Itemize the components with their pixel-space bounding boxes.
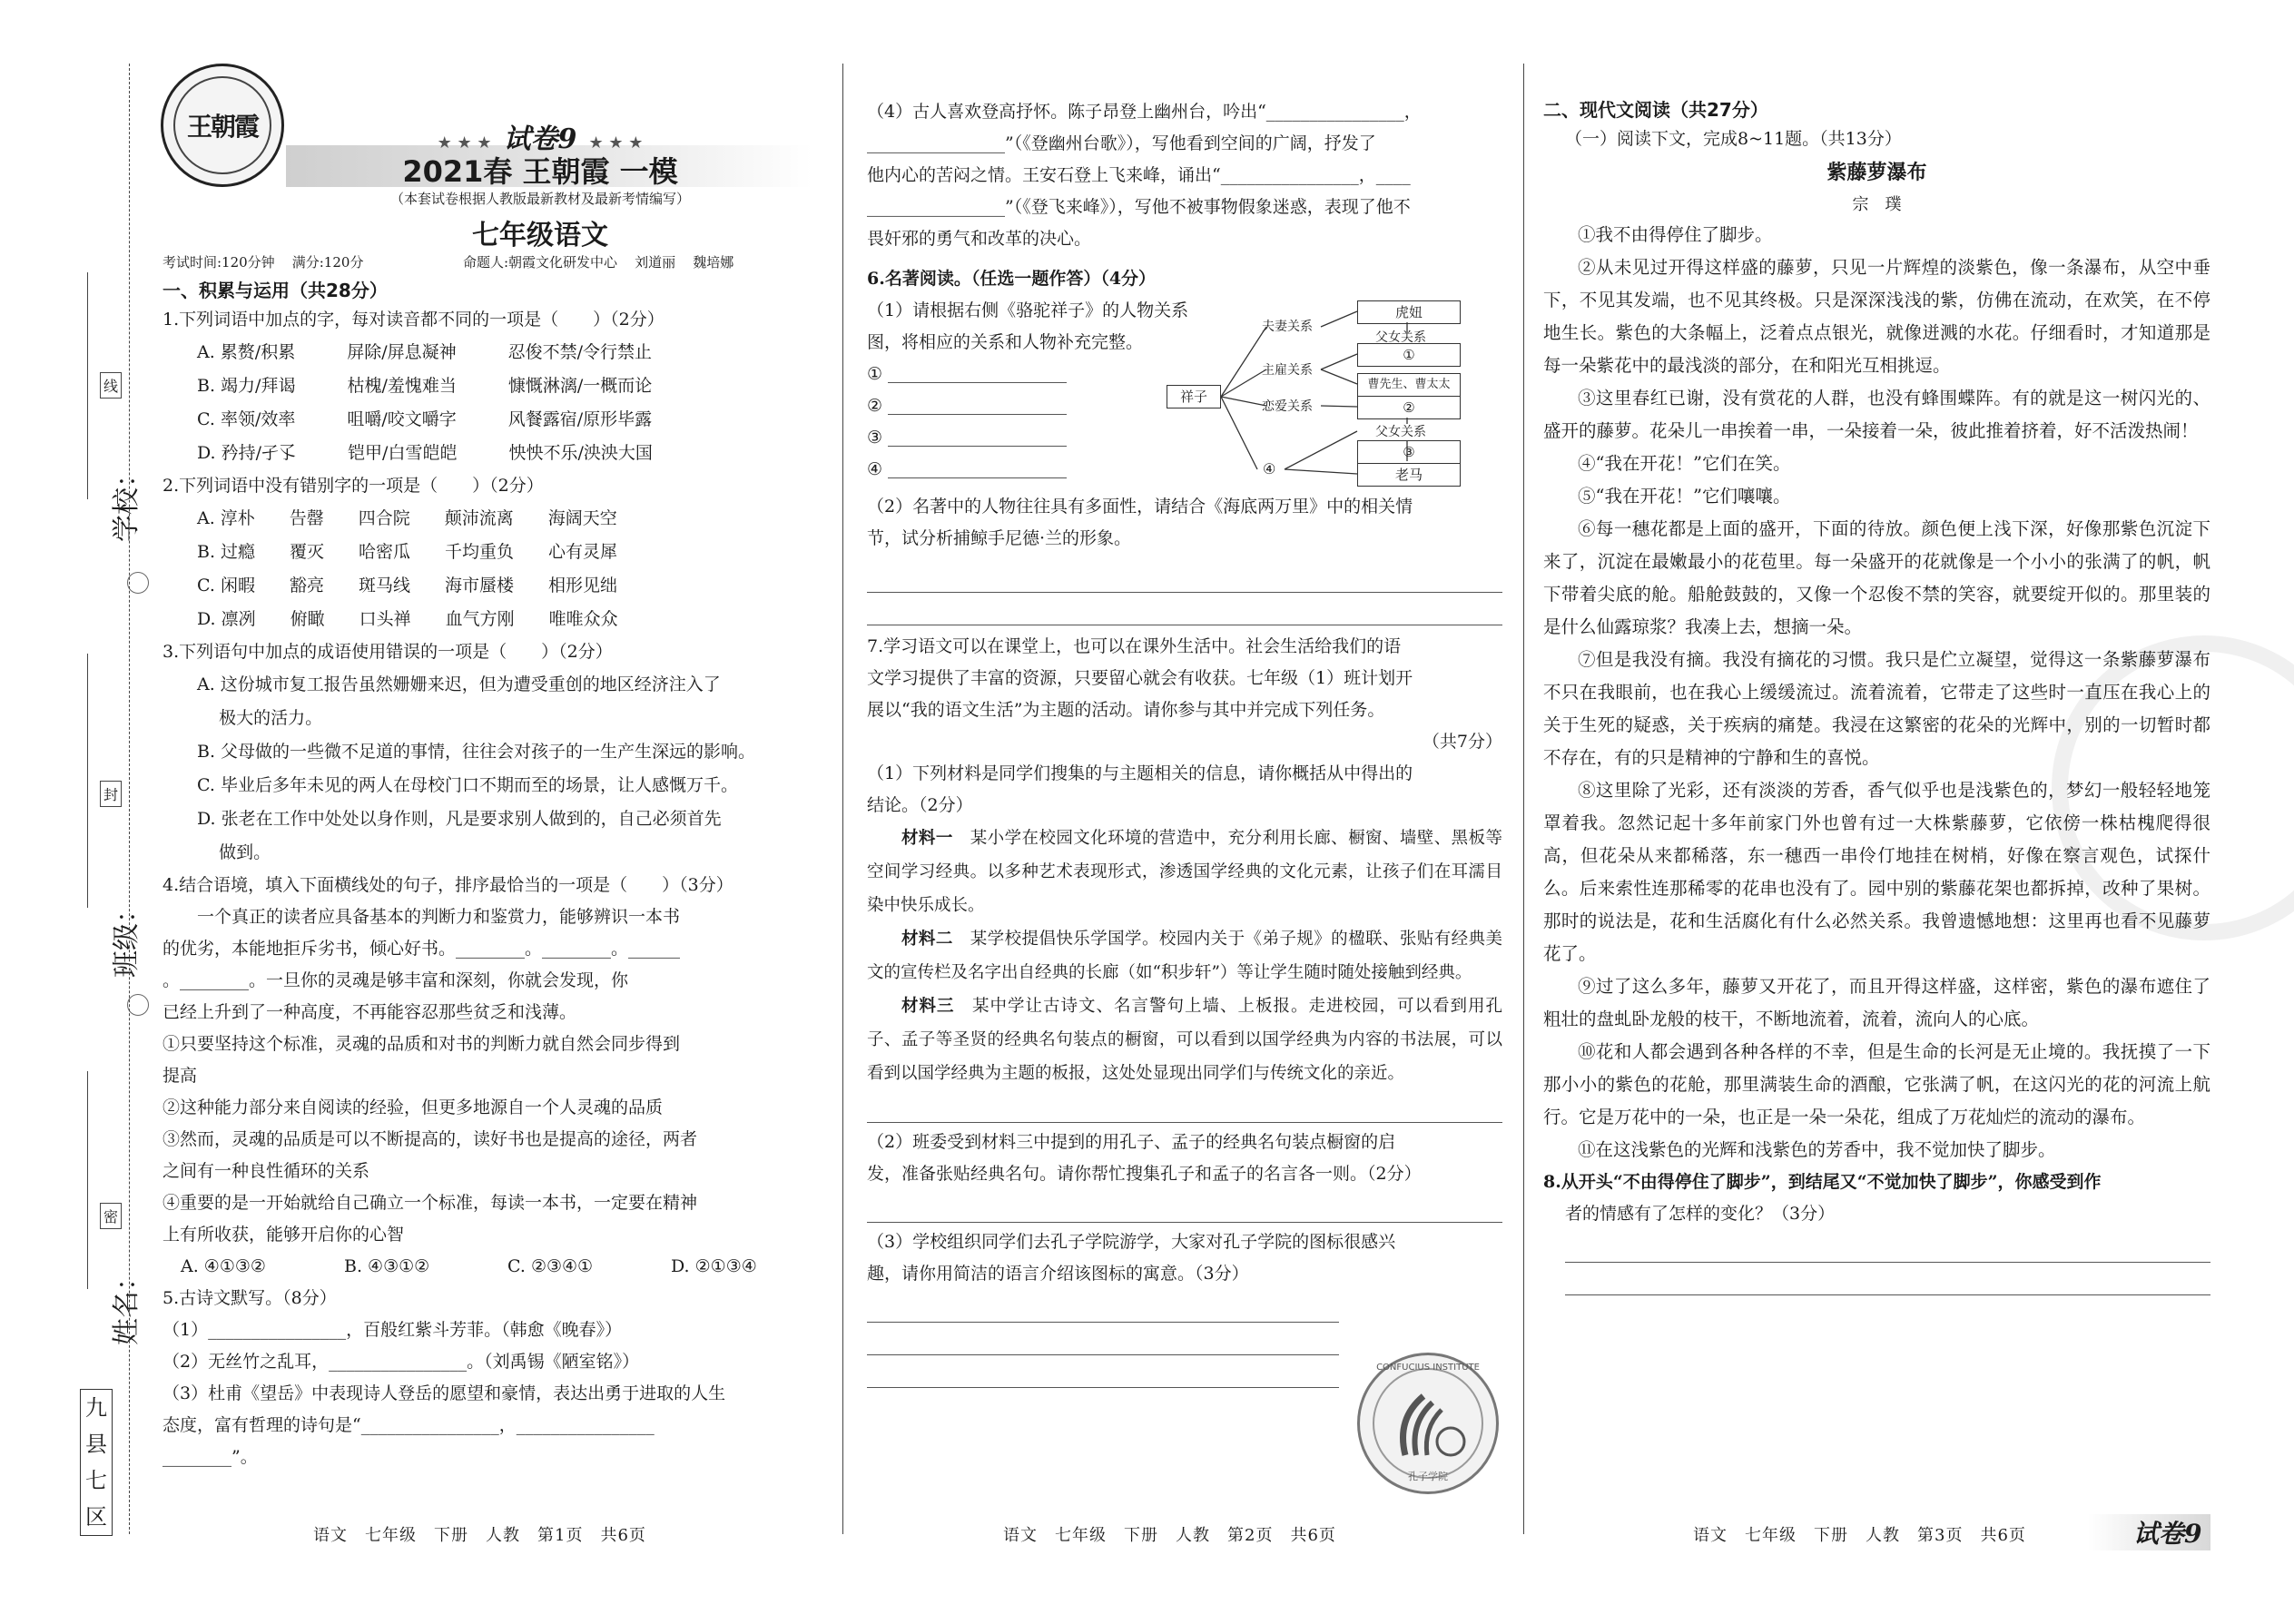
article-paragraph: ⑧这里除了光彩，还有淡淡的芳香，香气似乎也是浅紫色的，梦幻一般轻轻地笼罩着我。忽然记起十多年前家门外也曾有过一大株紫藤萝，它依傍一株枯槐爬得很高，但花朵从来都稀落，东一穗西一串伶仃地挂在树梢，好像在察言观色，试探什么。后来索性连那稀零的花串也没有了。园中别的紫藤花架也都拆掉，改种了果树。那时的说法是，花和生活腐化有什么必然关系。我曾遗憾地想：这里再也看不见藤萝花了。 <box>1543 780 2210 964</box>
q1-option-a[interactable]: A. 累赘/积累 屏除/屏息凝神 忍俊不禁/令行禁止 <box>197 342 653 362</box>
brand-logo <box>161 64 284 187</box>
answer-line[interactable] <box>867 1090 1502 1123</box>
node-xiangzi: 祥子 <box>1167 385 1221 408</box>
exam-info: 考试时间:120分钟 满分:120分 <box>162 254 364 271</box>
column-divider <box>842 64 843 1534</box>
q5-line[interactable]: 他内心的苦闷之情。王安石登上飞来峰，诵出“________________，____ <box>867 165 1411 185</box>
label-wife: 夫妻关系 <box>1262 320 1313 334</box>
q1-option-b[interactable]: B. 竭力/拜谒 枯槐/羞愧难当 慷慨淋漓/一概而论 <box>197 376 653 396</box>
blank-label: ② <box>867 396 883 416</box>
q4-passage-line: 已经上升到了一种高度，不再能容忍那些贫乏和浅薄。 <box>162 1002 577 1022</box>
q4-choice-c[interactable]: C. ②③④① <box>507 1256 594 1276</box>
q2-option-b[interactable]: B. 过瘾 覆灭 哈密瓜 千均重负 心有灵犀 <box>197 542 618 562</box>
answer-line[interactable] <box>867 1190 1502 1223</box>
q5-line[interactable]: 态度，富有哲理的诗句是“________________，________________ <box>162 1415 655 1435</box>
column-3 <box>1543 0 2210 1624</box>
q4-item: ④重要的是一开始就给自己确立一个标准，每读一本书，一定要在精神 <box>162 1193 698 1213</box>
exam-note: （本套试卷根据人教版最新教材及最新考情编写） <box>389 191 690 207</box>
q4-passage-line: 的优劣，本能地拒斥劣书，倾心好书。________。________。______ <box>162 939 681 959</box>
name-blank[interactable] <box>87 1071 88 1289</box>
q7-stem: 7.学习语文可以在课堂上，也可以在课外生活中。社会生活给我们的语 <box>867 636 1402 656</box>
article-paragraph: ③这里春红已谢，没有赏花的人群，也没有蜂围蝶阵。有的就是这一树闪光的、盛开的藤萝。花朵儿一串挨着一串，一朵接着一朵，彼此推着挤着，好不活泼热闹！ <box>1543 388 2210 441</box>
confucius-institute-logo <box>1357 1353 1499 1494</box>
q6-blank[interactable] <box>867 359 1067 390</box>
question-5-stem: 5.古诗文默写。（8分） <box>162 1288 337 1308</box>
q1-option-d[interactable]: D. 矜持/孑孓 铠甲/白雪皑皑 怏怏不乐/泱泱大国 <box>197 443 653 463</box>
q4-choice-b[interactable]: B. ④③①② <box>344 1256 430 1276</box>
answer-line[interactable] <box>867 1355 1339 1388</box>
q6-blank[interactable] <box>867 454 1067 486</box>
q5-line[interactable]: ________”。 <box>162 1447 258 1467</box>
district-char: 县 <box>85 1432 107 1457</box>
material-text: 某学校提倡快乐学国学。校园内关于《弟子规》的楹联、张贴有经典美文的宣传栏及名字出自经典的长廊（如“积步轩”）等让学生随时随处接触到经典。 <box>867 930 1502 982</box>
section-1 <box>162 277 822 1473</box>
q5-line[interactable]: （1）________________，百般红紫斗芳菲。（韩愈《晚春》） <box>162 1320 623 1340</box>
q6-blanks <box>867 359 1067 486</box>
q3-option-d-cont: 做到。 <box>197 842 271 862</box>
node-blank-1[interactable]: ① <box>1357 343 1461 367</box>
article-title: 紫藤萝瀑布 <box>1826 162 1927 184</box>
q3-option-b[interactable]: B. 父母做的一些微不足道的事情，往往会对孩子的一生产生深远的影响。 <box>197 742 756 762</box>
q5-line: 畏奸邪的勇气和改革的决心。 <box>867 229 1092 249</box>
class-blank[interactable] <box>87 654 88 908</box>
answer-line[interactable] <box>867 1290 1339 1323</box>
column-2 <box>867 0 1502 1624</box>
material-3 <box>867 989 1502 1090</box>
q2-option-a[interactable]: A. 淳朴 告罄 四合院 颠沛流离 海阔天空 <box>197 508 617 528</box>
column-divider <box>1523 64 1524 1534</box>
column-1 <box>150 0 822 1624</box>
article-paragraph: ⑤“我在开花！”它们嚷嚷。 <box>1578 486 1791 507</box>
q6-part1: （1）请根据右侧《骆驼祥子》的人物关系 <box>867 300 1189 320</box>
seal-mark-secret: 密 <box>100 1203 122 1229</box>
q7-sub3: （3）学校组织同学们去孔子学院游学，大家对孔子学院的图标很感兴 <box>867 1232 1396 1252</box>
q7-stem: 文学习提供了丰富的资源，只要留心就会有收获。七年级（1）班计划开 <box>867 668 1413 688</box>
q5-line[interactable]: ________________”（《登飞来峰》），写他不被事物假象迷惑，表现了他不 <box>867 197 1411 217</box>
node-blank-2[interactable]: ② <box>1357 396 1461 419</box>
q7-sub2: 发，准备张贴经典名句。请你帮忙搜集孔子和孟子的名言各一则。（2分） <box>867 1164 1422 1184</box>
q5-line: （3）杜甫《望岳》中表现诗人登岳的愿望和豪情，表达出勇于进取的人生 <box>162 1383 726 1403</box>
exam-authors: 命题人:朝霞文化研发中心 刘道丽 魏培娜 <box>463 254 734 271</box>
q4-item: 之间有一种良性循环的关系 <box>162 1161 370 1181</box>
label-love: 恋爱关系 <box>1262 399 1313 414</box>
material-1 <box>867 822 1502 922</box>
q4-item: ②这种能力部分来自阅读的经验，但更多地源自一个人灵魂的品质 <box>162 1097 664 1117</box>
q6-part2: （2）名著中的人物往往具有多面性，请结合《海底两万里》中的相关情 <box>867 497 1413 517</box>
seal-mark-seal: 封 <box>100 781 122 807</box>
paper-number-text: 试卷9 <box>503 123 577 155</box>
material-text: 某小学在校园文化环境的营造中，充分利用长廊、橱窗、墙壁、黑板等空间学习经典。以多种艺术表现形式，渗透国学经典的文化元素，让孩子们在耳濡目染中快乐成长。 <box>867 829 1502 915</box>
question-1-stem: 1.下列词语中加点的字，每对读音都不同的一项是（ ）（2分） <box>162 310 665 330</box>
page-footer-2: 语文 七年级 下册 人教 第2页 共6页 <box>1003 1526 1336 1545</box>
article-paragraph: ②从未见过开得这样盛的藤萝，只见一片辉煌的淡紫色，像一条瀑布，从空中垂下，不见其发端，也不见其终极。只是深深浅浅的紫，仿佛在流动，在欢笑，在不停地生长。紫色的大条幅上，泛着点点银光，就像迸溅的水花。仔细看时，才知道那是每一朵紫花中的最浅淡的部分，在和阳光互相挑逗。 <box>1543 257 2210 376</box>
answer-line[interactable] <box>867 593 1502 625</box>
q3-option-d[interactable]: D. 张老在工作中处处以身作则，凡是要求别人做到的，自己必须首先 <box>197 809 722 829</box>
district-box <box>80 1389 113 1536</box>
material-label: 材料一 <box>901 829 953 848</box>
node-laoma: 老马 <box>1357 463 1461 487</box>
q6-part2: 节，试分析捕鲸手尼德·兰的形象。 <box>867 528 1132 548</box>
q7-sub1: （1）下列材料是同学们搜集的与主题相关的信息，请你概括从中得出的 <box>867 763 1413 783</box>
q4-choice-d[interactable]: D. ②①③④ <box>671 1256 757 1276</box>
q3-option-a[interactable]: A. 这份城市复工报告虽然姗姗来迟，但为遭受重创的地区经济注入了 <box>197 674 721 694</box>
node-cao: 曹先生、曹太太 <box>1357 373 1461 397</box>
q6-part1: 图，将相应的关系和人物补充完整。 <box>867 332 1144 352</box>
section-title: 二、现代文阅读（共27分） <box>1543 99 1768 121</box>
question-7 <box>867 631 1502 1388</box>
article-paragraph: ⑪在这浅紫色的光辉和浅紫色的芳香中，我不觉加快了脚步。 <box>1578 1139 2056 1160</box>
node-huniu: 虎妞 <box>1357 300 1461 324</box>
star-decoration: ★ ★ ★ <box>588 133 644 153</box>
article-paragraph: ⑦但是我没有摘。我没有摘花的习惯。我只是伫立凝望，觉得这一条紫藤萝瀑布不只在我眼前，也在我心上缓缓流过。流着流着，它带走了这些时一直压在我心上的关于生死的疑惑，关于疾病的痛楚。我浸在这繁密的花朵的光辉中，别的一切暂时都不存在，有的只是精神的宁静和生的喜悦。 <box>1543 649 2210 768</box>
article-paragraph: ⑥每一穗花都是上面的盛开，下面的待放。颜色便上浅下深，好像那紫色沉淀下来了，沉淀在最嫩最小的花苞里。每一朵盛开的花就像是一个小小的张满了的帆，帆下带着尖底的舱。船舱鼓鼓的，又像一个忍俊不禁的笑容，就要绽开似的。那里装的是什么仙露琼浆？我凑上去，想摘一朵。 <box>1543 518 2210 637</box>
star-decoration: ★ ★ ★ <box>437 133 492 153</box>
section-title: 一、积累与运用（共28分） <box>162 280 388 301</box>
answer-line[interactable] <box>867 560 1502 593</box>
binding-cut-line <box>129 64 130 1534</box>
article-author: 宗 璞 <box>1852 195 1902 214</box>
q5-continued <box>867 96 1502 255</box>
article-paragraph: ④“我在开花！”它们在笑。 <box>1578 453 1791 474</box>
node-blank-3[interactable]: ③ <box>1357 440 1461 464</box>
q6-blank[interactable] <box>867 422 1067 454</box>
q2-option-d[interactable]: D. 凛冽 俯瞰 口头禅 血气方刚 唯唯众众 <box>197 609 618 629</box>
q5-line[interactable]: ________________”（《登幽州台歌》），写他看到空间的广阔，抒发了 <box>867 133 1376 153</box>
q4-choice-a[interactable]: A. ④①③② <box>181 1256 266 1276</box>
q5-line[interactable]: （4）古人喜欢登高抒怀。陈子昂登上幽州台，吟出“________________， <box>867 102 1422 122</box>
label-father-daughter: 父女关系 <box>1375 330 1426 345</box>
question-6-stem: 6.名著阅读。（任选一题作答）（4分） <box>867 269 1157 289</box>
q4-passage-line: 。________。一旦你的灵魂是够丰富和深刻，你就会发现，你 <box>162 970 629 990</box>
q4-passage-line: 一个真正的读者应具备基本的判断力和鉴赏力，能够辨识一本书 <box>197 907 681 927</box>
q3-option-c[interactable]: C. 毕业后多年未见的两人在母校门口不期而至的场景，让人感慨万千。 <box>197 775 738 795</box>
question-8-stem: 者的情感有了怎样的变化？（3分） <box>1565 1204 1836 1224</box>
q4-item: ③然而，灵魂的品质是可以不断提高的，读好书也是提高的途径，两者 <box>162 1129 698 1149</box>
district-char: 七 <box>85 1468 107 1493</box>
q1-option-c[interactable]: C. 率领/效率 咀嚼/咬文嚼字 风餐露宿/原形毕露 <box>197 409 653 429</box>
material-label: 材料二 <box>901 930 953 949</box>
article-paragraph: ⑨过了这么多年，藤萝又开花了，而且开得这样盛，这样密，紫色的瀑布遮住了粗壮的盘虬卧龙般的枝干，不断地流着，流着，流向人的心底。 <box>1543 976 2210 1029</box>
logo-english-text: CONFUCIUS INSTITUTE <box>1376 1363 1480 1373</box>
material-text: 某中学让古诗文、名言警句上墙、上板报。走进校园，可以看到用孔子、孟子等圣贤的经典名句装点的橱窗，可以看到以国学经典为内容的书法展，可以看到以国学经典为主题的板报，这处处显现出同学们与传统文化的亲近。 <box>867 997 1502 1083</box>
exam-title: 2021春 王朝霞 一模 <box>402 154 678 189</box>
page-footer-1: 语文 七年级 下册 人教 第1页 共6页 <box>313 1526 646 1545</box>
q4-item: ①只要坚持这个标准，灵魂的品质和对书的判断力就自然会同步得到 <box>162 1034 681 1054</box>
q7-sub2: （2）班委受到材料三中提到的用孔子、孟子的经典名句装点橱窗的启 <box>867 1132 1396 1152</box>
q3-option-a-cont: 极大的活力。 <box>197 708 323 728</box>
district-char: 区 <box>85 1504 107 1530</box>
answer-line[interactable] <box>1565 1230 2210 1263</box>
question-4-stem: 4.结合语境，填入下面横线处的句子，排序最恰当的一项是（ ）（3分） <box>162 875 733 895</box>
name-label: 姓名： <box>111 1264 143 1345</box>
district-char: 九 <box>85 1395 107 1421</box>
label-master: 主雇关系 <box>1262 363 1313 378</box>
node-blank-4[interactable]: ④ <box>1263 460 1276 477</box>
q7-sub3: 趣，请你用简洁的语言介绍该图标的寓意。（3分） <box>867 1264 1249 1284</box>
blank-label: ④ <box>867 459 883 479</box>
school-blank[interactable] <box>87 272 88 499</box>
article-paragraph: ⑩花和人都会遇到各种各样的不幸，但是生命的长河是无止境的。我抚摸了一下那小小的紫色的花舱，那里满装生命的酒酿，它张满了帆，在这闪光的花的河流上航行。它是万花中的一朵，也正是一朵一朵花，组成了万花灿烂的流动的瀑布。 <box>1543 1041 2210 1127</box>
blank-label: ③ <box>867 428 883 448</box>
material-label: 材料三 <box>901 997 955 1016</box>
label-father-daughter: 父女关系 <box>1375 425 1426 439</box>
q7-stem: 展以“我的语文生活”为主题的活动。请你参与其中并完成下列任务。 <box>867 700 1385 720</box>
q6-blank[interactable] <box>867 390 1067 422</box>
binding-hole-icon <box>127 994 149 1016</box>
logo-text: 王朝霞 <box>173 76 271 174</box>
article-paragraph: ①我不由得停住了脚步。 <box>1578 224 1773 245</box>
q7-sub1: 结论。（2分） <box>867 795 973 815</box>
question-2-stem: 2.下列词语中没有错别字的一项是（ ）（2分） <box>162 476 544 496</box>
q5-line[interactable]: （2）无丝竹之乱耳，________________。（刘禹锡《陋室铭》） <box>162 1352 640 1372</box>
q7-score: （共7分） <box>1422 732 1502 752</box>
school-label: 学校： <box>111 460 143 542</box>
question-3-stem: 3.下列语句中加点的成语使用错误的一项是（ ）（2分） <box>162 642 613 662</box>
material-2 <box>867 922 1502 989</box>
blank-label: ① <box>867 364 883 384</box>
question-8-stem: 8.从开头“不由得停住了脚步”，到结尾又“不觉加快了脚步”，你感受到作 <box>1543 1172 2102 1192</box>
answer-line[interactable] <box>867 1323 1339 1355</box>
class-label: 班级： <box>111 896 143 978</box>
paper-tag: 试卷9 <box>2133 1519 2202 1549</box>
q4-item: 上有所收获，能够开启你的心智 <box>162 1225 405 1245</box>
page-footer-3: 语文 七年级 下册 人教 第3页 共6页 <box>1693 1526 2026 1545</box>
q4-item: 提高 <box>162 1066 198 1086</box>
seal-mark-line: 线 <box>100 372 122 399</box>
subject-title: 七年级语文 <box>472 220 608 251</box>
q2-option-c[interactable]: C. 闲暇 豁亮 斑马线 海市蜃楼 相形见绌 <box>197 576 617 595</box>
answer-line[interactable] <box>1565 1263 2210 1295</box>
binding-hole-icon <box>127 572 149 594</box>
reading-intro: （一）阅读下文，完成8~11题。（共13分） <box>1565 129 1902 149</box>
logo-chinese-text: 孔子学院 <box>1408 1471 1448 1482</box>
q4-choices <box>162 1251 822 1283</box>
relationship-diagram <box>1167 295 1502 490</box>
